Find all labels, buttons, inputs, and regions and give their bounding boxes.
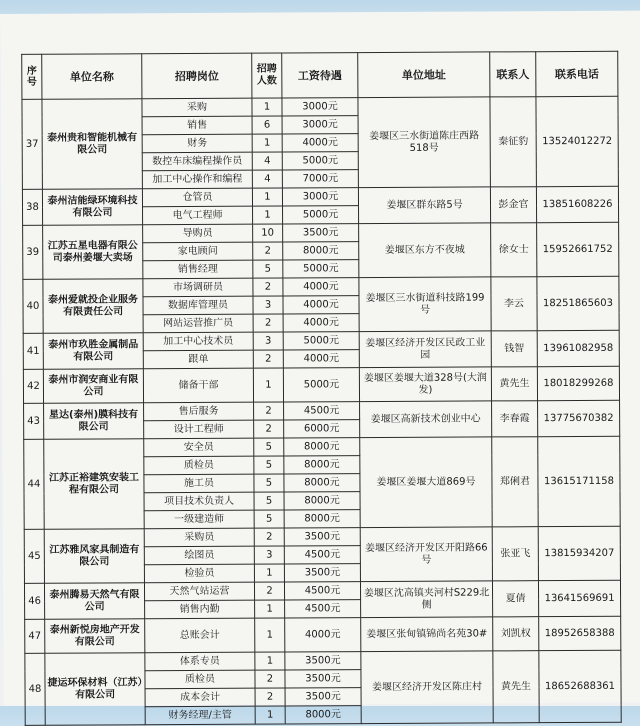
- company-address: 姜堰区群东路5号: [358, 187, 490, 224]
- job-count: 5: [254, 474, 284, 492]
- job-title: 天然气站运营: [144, 582, 254, 601]
- table-row: [24, 400, 620, 421]
- job-salary: 5000元: [283, 332, 359, 350]
- job-salary: 3000元: [282, 188, 358, 206]
- job-count: 3: [254, 546, 284, 564]
- company-address: 姜堰区经济开发区开阳路66号: [360, 527, 492, 582]
- company-address: 姜堰区姜堰大道869号: [360, 437, 492, 528]
- job-count: 1: [254, 564, 284, 582]
- table-row: [24, 436, 620, 457]
- job-salary: 5000元: [283, 260, 359, 278]
- company-address: 姜堰区沈高镇夹河村S229北侧: [360, 581, 492, 618]
- header-count: 招聘人数: [252, 53, 282, 98]
- company-name: 泰州贵和智能机械有限公司: [42, 99, 142, 190]
- header-salary: 工资待遇: [282, 53, 358, 98]
- job-title: 跟单: [143, 350, 253, 369]
- job-count: 6: [252, 116, 282, 134]
- job-count: 5: [254, 492, 284, 510]
- job-title: 体系专员: [145, 652, 255, 671]
- job-salary: 5000元: [283, 206, 359, 224]
- company-name: 捷运环保材料（江苏）有限公司: [45, 653, 145, 726]
- contact-phone: 18251865603: [537, 276, 619, 330]
- job-title: 施工员: [144, 474, 254, 493]
- job-salary: 4000元: [283, 350, 359, 368]
- header-no: 序号: [22, 54, 42, 99]
- header-contact: 联系人: [490, 52, 536, 97]
- contact-person: 张亚飞: [492, 527, 538, 581]
- job-salary: 3500元: [285, 688, 361, 706]
- job-title: 安全员: [144, 438, 254, 457]
- job-salary: 4000元: [285, 618, 361, 652]
- row-number: 41: [23, 333, 43, 369]
- company-address: 姜堰区东方不夜城: [359, 223, 491, 278]
- row-number: 46: [24, 583, 44, 619]
- job-title: 销售经理: [143, 260, 253, 279]
- job-salary: 4500元: [284, 582, 360, 600]
- job-count: 2: [253, 242, 283, 260]
- job-salary: 3500元: [284, 528, 360, 546]
- company-address: 姜堰区经济开发区民政工业园: [359, 331, 491, 368]
- table-row: [23, 222, 619, 243]
- contact-person: 李云: [491, 277, 537, 331]
- job-title: 数控车床编程操作员: [142, 152, 252, 171]
- job-salary: 8000元: [284, 456, 360, 474]
- company-name: 泰州市玖胜金属制品有限公司: [43, 333, 143, 370]
- job-salary: 3000元: [282, 98, 358, 116]
- contact-person: 徐女士: [491, 223, 537, 277]
- job-count: 3: [253, 332, 283, 350]
- contact-phone: 13851608226: [536, 186, 618, 222]
- table-row: [25, 616, 621, 653]
- company-address: 姜堰区高新技术创业中心: [360, 401, 492, 438]
- row-number: 37: [22, 99, 42, 189]
- job-count: 2: [255, 670, 285, 688]
- contact-person: 李春霞: [492, 401, 538, 437]
- job-salary: 8000元: [283, 242, 359, 260]
- company-name: 泰州新悦房地产开发有限公司: [45, 619, 145, 654]
- contact-phone: 13641569691: [538, 580, 620, 616]
- company-name: 泰州爱就投企业服务有限责任公司: [43, 279, 143, 334]
- job-salary: 7000元: [282, 170, 358, 188]
- job-count: 1: [252, 188, 282, 206]
- header-row: [22, 51, 618, 99]
- job-salary: 4000元: [282, 134, 358, 152]
- row-number: 43: [24, 403, 44, 439]
- company-address: 姜堰区姜堰大道328号(大润发): [359, 367, 491, 402]
- contact-phone: 13961082958: [537, 330, 619, 366]
- table-row: [22, 96, 618, 117]
- job-title: 加工中心技术员: [143, 332, 253, 351]
- job-title: 家电顾问: [143, 242, 253, 261]
- row-number: 44: [24, 439, 44, 529]
- contact-person: 彭金官: [490, 187, 536, 223]
- job-salary: 8000元: [284, 474, 360, 492]
- job-count: 4: [252, 170, 282, 188]
- row-number: 40: [23, 279, 43, 333]
- recruitment-table: [21, 51, 622, 726]
- job-salary: 4500元: [285, 600, 361, 618]
- job-title: 销售内勤: [145, 600, 255, 619]
- contact-phone: 15952661752: [537, 222, 619, 276]
- job-count: 2: [254, 528, 284, 546]
- job-salary: 3500元: [283, 224, 359, 242]
- company-name: 江苏雅风家具制造有限公司: [44, 529, 144, 584]
- job-count: 2: [253, 278, 283, 296]
- job-title: 销售: [142, 116, 252, 135]
- job-title: 一级建造师: [144, 510, 254, 529]
- job-title: 检验员: [144, 564, 254, 583]
- job-count: 2: [254, 402, 284, 420]
- company-address: 姜堰区经济开发区陈庄村: [361, 651, 493, 724]
- contact-phone: 18018299268: [537, 366, 619, 400]
- job-title: 项目技术负责人: [144, 492, 254, 511]
- job-count: 2: [253, 314, 283, 332]
- contact-phone: 18652688361: [539, 650, 621, 722]
- job-title: 网站运营推广员: [143, 314, 253, 333]
- job-count: 10: [253, 224, 283, 242]
- contact-person: 刘凯权: [493, 617, 539, 651]
- job-count: 1: [255, 618, 285, 652]
- table-row: [25, 650, 621, 671]
- job-salary: 3500元: [285, 652, 361, 670]
- contact-person: 夏倩: [492, 581, 538, 617]
- job-salary: 5000元: [283, 368, 359, 402]
- contact-phone: 13615171158: [538, 436, 620, 526]
- row-number: 39: [23, 225, 43, 279]
- table-body: [22, 96, 621, 725]
- job-count: 3: [253, 296, 283, 314]
- job-title: 绘图员: [144, 546, 254, 565]
- company-name: 星达(泰州)膜科技有限公司: [44, 403, 144, 440]
- contact-person: 秦征豹: [490, 97, 536, 187]
- job-title: 售后服务: [144, 402, 254, 421]
- table-row: [24, 526, 620, 547]
- job-count: 2: [253, 350, 283, 368]
- job-count: 1: [255, 652, 285, 670]
- table-row: [23, 330, 619, 351]
- contact-person: 钱智: [491, 331, 537, 367]
- table-row: [23, 276, 619, 297]
- job-count: 5: [254, 510, 284, 528]
- table-row: [22, 186, 618, 207]
- company-name: 泰州腾易天然气有限公司: [44, 583, 144, 620]
- job-salary: 3000元: [282, 116, 358, 134]
- job-count: 2: [254, 420, 284, 438]
- job-salary: 4000元: [283, 314, 359, 332]
- contact-phone: 13524012272: [536, 96, 618, 186]
- job-count: 1: [255, 706, 285, 724]
- contact-person: 郑俐君: [492, 437, 538, 527]
- job-salary: 8000元: [284, 492, 360, 510]
- company-name: 泰州洁能绿环境科技有限公司: [42, 189, 142, 226]
- job-salary: 6000元: [284, 420, 360, 438]
- job-salary: 4000元: [283, 278, 359, 296]
- job-count: 1: [252, 98, 282, 116]
- job-title: 采购员: [144, 528, 254, 547]
- row-number: 38: [22, 189, 42, 225]
- job-count: 5: [254, 438, 284, 456]
- job-title: 质检员: [145, 670, 255, 689]
- row-number: 47: [25, 619, 45, 653]
- company-address: 姜堰区三水街道陈庄西路518号: [358, 97, 490, 188]
- job-salary: 8000元: [284, 438, 360, 456]
- job-salary: 4500元: [284, 546, 360, 564]
- header-address: 单位地址: [358, 52, 490, 98]
- job-salary: 3500元: [285, 670, 361, 688]
- job-title: 储备干部: [143, 368, 253, 403]
- header-unit: 单位名称: [42, 54, 142, 100]
- job-count: 4: [252, 152, 282, 170]
- contact-person: 黄先生: [493, 651, 539, 723]
- header-phone: 联系电话: [536, 51, 618, 96]
- job-title: 数据库管理员: [143, 296, 253, 315]
- job-salary: 5000元: [282, 152, 358, 170]
- job-title: 总账会计: [145, 618, 255, 653]
- contact-phone: 18952658388: [539, 616, 621, 650]
- company-name: 江苏正裕建筑安装工程有限公司: [44, 439, 144, 530]
- job-count: 5: [253, 260, 283, 278]
- job-title: 采购: [142, 98, 252, 117]
- job-title: 成本会计: [145, 688, 255, 707]
- job-count: 2: [255, 688, 285, 706]
- job-count: 1: [253, 368, 283, 402]
- company-address: 姜堰区张甸镇锦尚名苑30#: [361, 617, 493, 652]
- job-salary: 4500元: [284, 402, 360, 420]
- job-title: 质检员: [144, 456, 254, 475]
- contact-phone: 13815934207: [538, 526, 620, 580]
- row-number: 48: [25, 653, 45, 725]
- company-name: 江苏五星电器有限公司泰州姜堰大卖场: [43, 225, 143, 280]
- job-count: 2: [254, 582, 284, 600]
- job-count: 1: [253, 206, 283, 224]
- job-count: 1: [252, 134, 282, 152]
- job-title: 仓管员: [142, 188, 252, 207]
- company-name: 泰州市润安商业有限公司: [43, 369, 143, 404]
- document-sheet: [0, 11, 640, 721]
- job-title: 市场调研员: [143, 278, 253, 297]
- job-title: 导购员: [143, 224, 253, 243]
- job-salary: 3500元: [284, 564, 360, 582]
- job-salary: 4000元: [283, 296, 359, 314]
- job-salary: 8000元: [284, 510, 360, 528]
- job-title: 加工中心操作和编程: [142, 170, 252, 189]
- table-row: [24, 580, 620, 601]
- job-title: 财务: [142, 134, 252, 153]
- job-title: 设计工程师: [144, 420, 254, 439]
- job-count: 1: [255, 600, 285, 618]
- contact-person: 黄先生: [491, 367, 537, 401]
- company-address: 姜堰区三水街道科技路199号: [359, 277, 491, 332]
- job-salary: 8000元: [285, 706, 361, 724]
- job-title: 财务经理/主管: [145, 706, 255, 725]
- row-number: 42: [23, 369, 43, 403]
- contact-phone: 13775670382: [538, 400, 620, 436]
- table-row: [23, 366, 619, 403]
- header-position: 招聘岗位: [142, 53, 252, 99]
- job-title: 电气工程师: [143, 206, 253, 225]
- row-number: 45: [24, 529, 44, 583]
- job-count: 5: [254, 456, 284, 474]
